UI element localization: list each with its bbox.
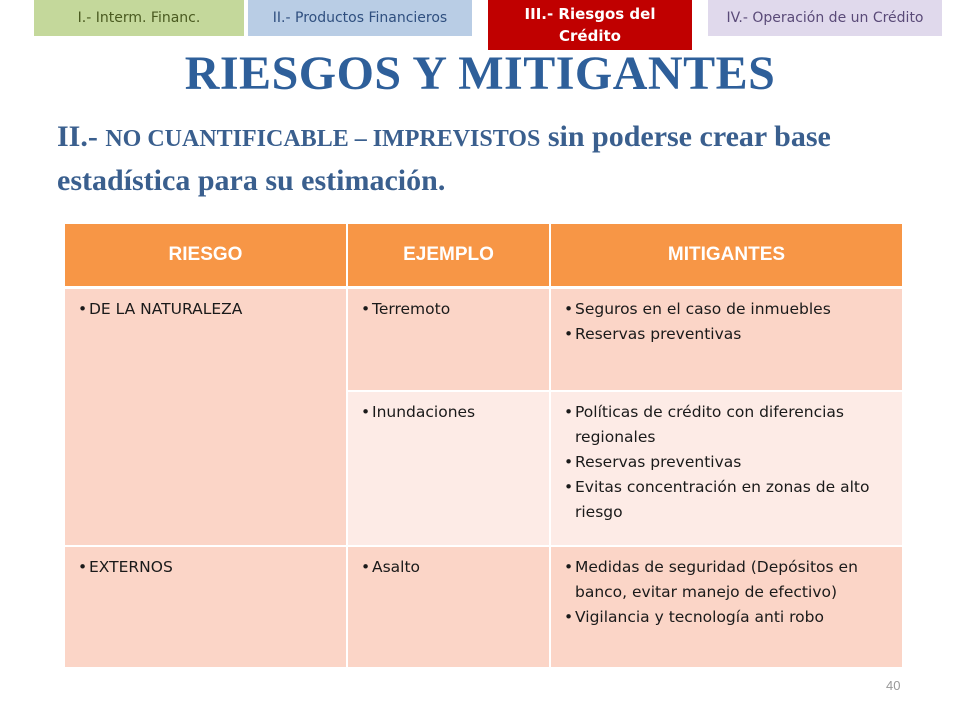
list-item: • Vigilancia y tecnología anti robo [575, 605, 894, 630]
table-header-row [65, 224, 903, 288]
cell-ejemplo [347, 288, 550, 391]
list-item: • Asalto [372, 555, 541, 580]
cell-ejemplo [347, 546, 550, 668]
list-item: • DE LA NATURALEZA [89, 297, 338, 322]
cell-riesgo [65, 546, 347, 668]
cell-ejemplo [347, 391, 550, 546]
table-row [65, 288, 903, 391]
header-ejemplo: EJEMPLO [347, 224, 550, 288]
cell-mitigantes [550, 288, 903, 391]
cell-mitigantes [550, 391, 903, 546]
page-title: RIESGOS Y MITIGANTES [184, 47, 776, 100]
list-item: • Terremoto [372, 297, 541, 322]
tab-operacion-credito[interactable]: IV.- Operación de un Crédito [708, 0, 942, 36]
page-number: 40 [886, 678, 901, 693]
subtitle-caps: NO CUANTIFICABLE – IMPREVISTOS [105, 126, 541, 152]
list-item: • Evitas concentración en zonas de alto riesgo [575, 475, 894, 525]
subtitle-prefix: II.- [57, 120, 106, 153]
list-item: • Seguros en el caso de inmuebles [575, 297, 894, 322]
tab-interm-financ[interactable]: I.- Interm. Financ. [34, 0, 244, 36]
list-item: • Políticas de crédito con diferencias regionales [575, 400, 894, 450]
header-riesgo: RIESGO [65, 224, 347, 288]
risk-table [65, 224, 904, 669]
tab-riesgos-del-credito[interactable]: III.- Riesgos del Crédito [488, 0, 692, 50]
list-item: • EXTERNOS [89, 555, 338, 580]
table-row [65, 546, 903, 668]
list-item: • Medidas de seguridad (Depósitos en banco, evitar manejo de efectivo) [575, 555, 894, 605]
cell-mitigantes [550, 546, 903, 668]
header-mitigantes: MITIGANTES [550, 224, 903, 288]
list-item: • Reservas preventivas [575, 450, 894, 475]
list-item: • Inundaciones [372, 400, 541, 425]
page-subtitle [57, 116, 857, 202]
tab-productos-financieros[interactable]: II.- Productos Financieros [248, 0, 472, 36]
list-item: • Reservas preventivas [575, 322, 894, 347]
cell-riesgo [65, 288, 347, 546]
subtitle-rest: sin poderse crear base estadística para su estimación. [57, 120, 831, 197]
